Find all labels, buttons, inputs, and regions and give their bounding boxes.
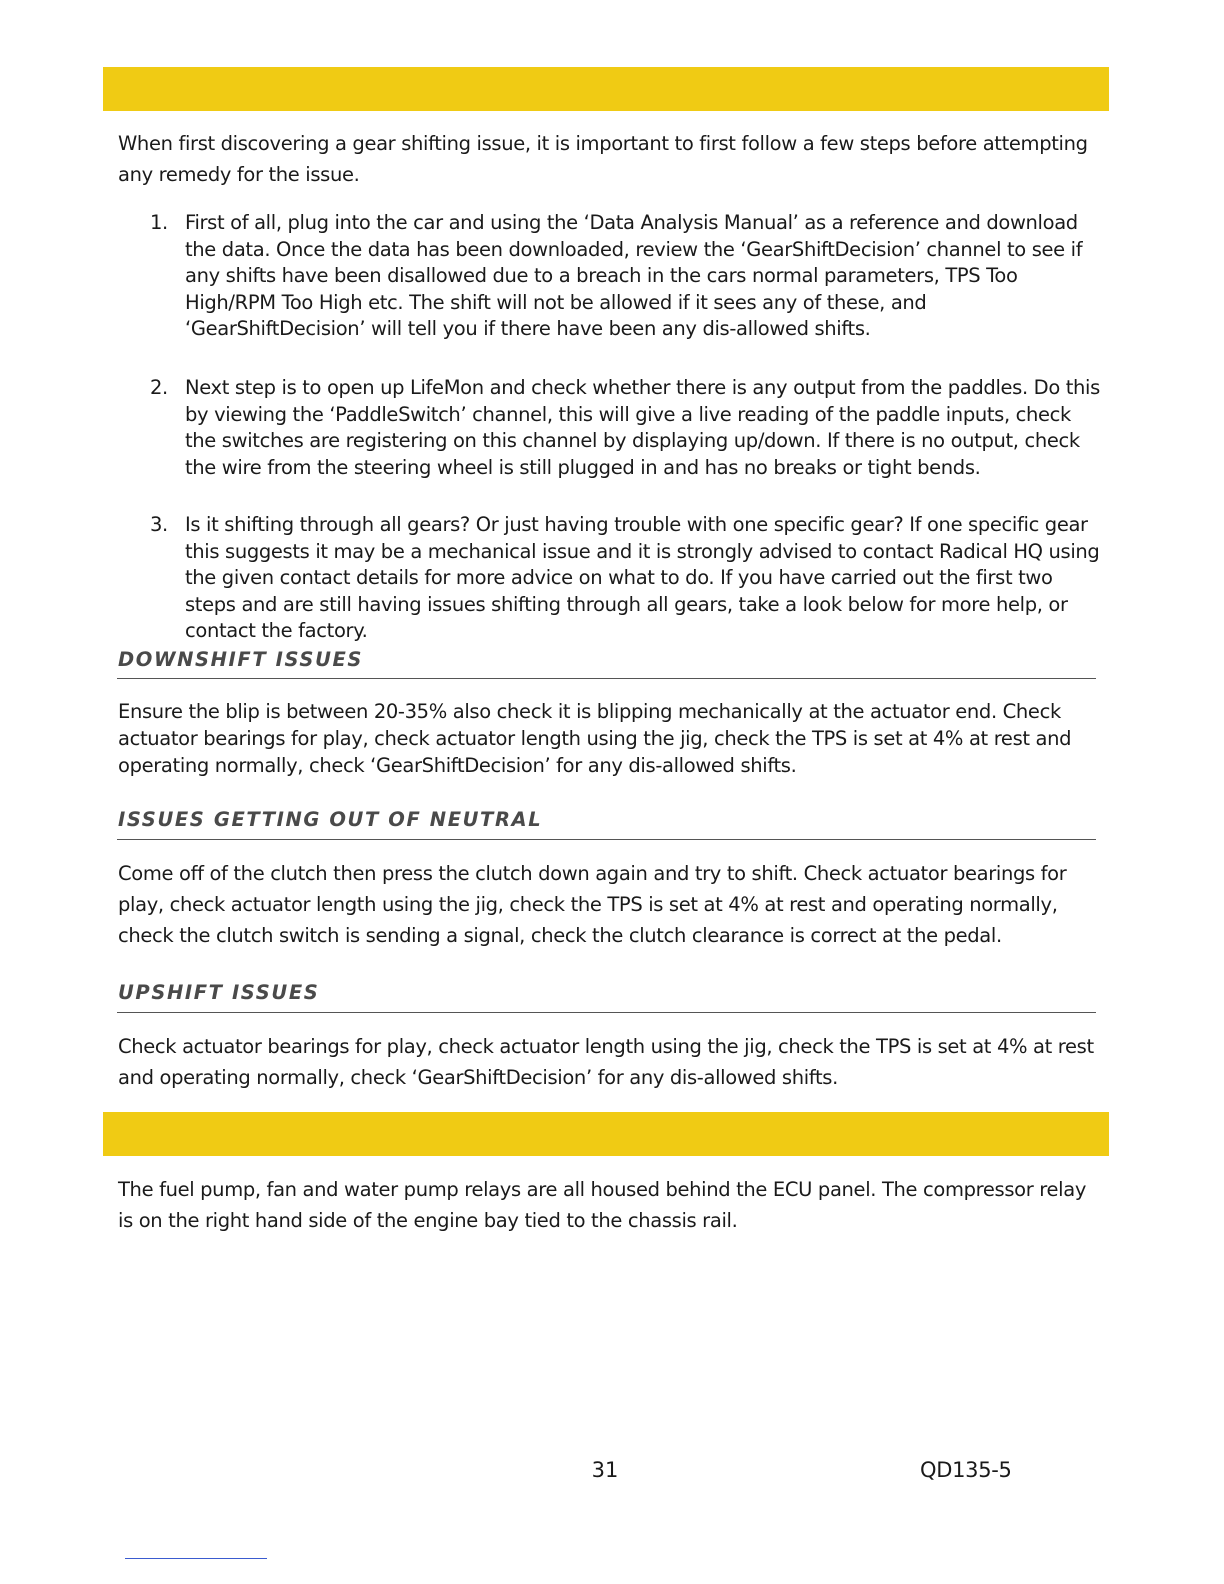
list-item xyxy=(150,210,1105,343)
intro-paragraph: When first discovering a gear shifting issue, it is important to first follow a few steps before attempting any remedy for the issue. xyxy=(118,132,1088,186)
list-item xyxy=(150,375,1105,481)
downshift-paragraph: Ensure the blip is between 20-35% also check it is blipping mechanically at the actuator end. Check actuator bearings for play, check actuator length using the jig, check the TPS is set at 4% at rest and operating normally, check ‘GearShiftDecision’ for any dis-allowed shifts. xyxy=(118,700,1072,777)
list-item-number: 2. xyxy=(150,376,168,399)
list-item xyxy=(150,512,1105,645)
list-item-number: 1. xyxy=(150,211,168,234)
list-item-text: Next step is to open up LifeMon and check whether there is any output from the paddles. Do this by viewing the ‘PaddleSwitch’ channel, this will give a live reading of the paddle inputs, check the switches are registering on this channel by displaying up/down. If there is no output, check the wire from the steering wheel is still plugged in and has no breaks or tight bends. xyxy=(185,376,1100,479)
list-item-text: First of all, plug into the car and using the ‘Data Analysis Manual’ as a reference and download the data. Once the data has been downloaded, review the ‘GearShiftDecision’ channel to see if any shifts have been disallowed due to a breach in the cars normal parameters, TPS Too High/RPM Too High etc. The shift will not be allowed if it sees any of these, and ‘GearShiftDecision’ will tell you if there have been any dis-allowed shifts. xyxy=(185,211,1083,340)
relays-paragraph: The fuel pump, fan and water pump relays are all housed behind the ECU panel. The compressor relay is on the right hand side of the engine bay tied to the chassis rail. xyxy=(118,1178,1087,1232)
downshift-heading: DOWNSHIFT ISSUES xyxy=(118,648,364,671)
document-code: QD135-5 xyxy=(920,1458,1012,1482)
upshift-heading: UPSHIFT ISSUES xyxy=(118,981,320,1004)
neutral-heading: ISSUES GETTING OUT OF NEUTRAL xyxy=(118,808,543,831)
neutral-paragraph: Come off of the clutch then press the clutch down again and try to shift. Check actuator bearings for play, check actuator length using the jig, check the TPS is set at 4% at rest and operating normally, check the clutch switch is sending a signal, check the clutch clearance is correct at the pedal. xyxy=(118,862,1067,947)
list-item-number: 3. xyxy=(150,513,168,536)
divider xyxy=(117,678,1096,679)
divider xyxy=(117,1012,1096,1013)
upshift-paragraph: Check actuator bearings for play, check actuator length using the jig, check the TPS is set at 4% at rest and operating normally, check ‘GearShiftDecision’ for any dis-allowed shifts. xyxy=(118,1035,1094,1089)
page-number: 31 xyxy=(591,1458,619,1482)
divider xyxy=(117,839,1096,840)
footnote-divider xyxy=(125,1558,267,1559)
list-item-text: Is it shifting through all gears? Or just having trouble with one specific gear? If one specific gear this suggests it may be a mechanical issue and it is strongly advised to contact Radical HQ using the given contact details for more advice on what to do. If you have carried out the first two steps and are still having issues shifting through all gears, take a look below for more help, or contact the factory. xyxy=(185,513,1100,642)
section-header-band xyxy=(103,67,1109,111)
section-header-band xyxy=(103,1112,1109,1156)
